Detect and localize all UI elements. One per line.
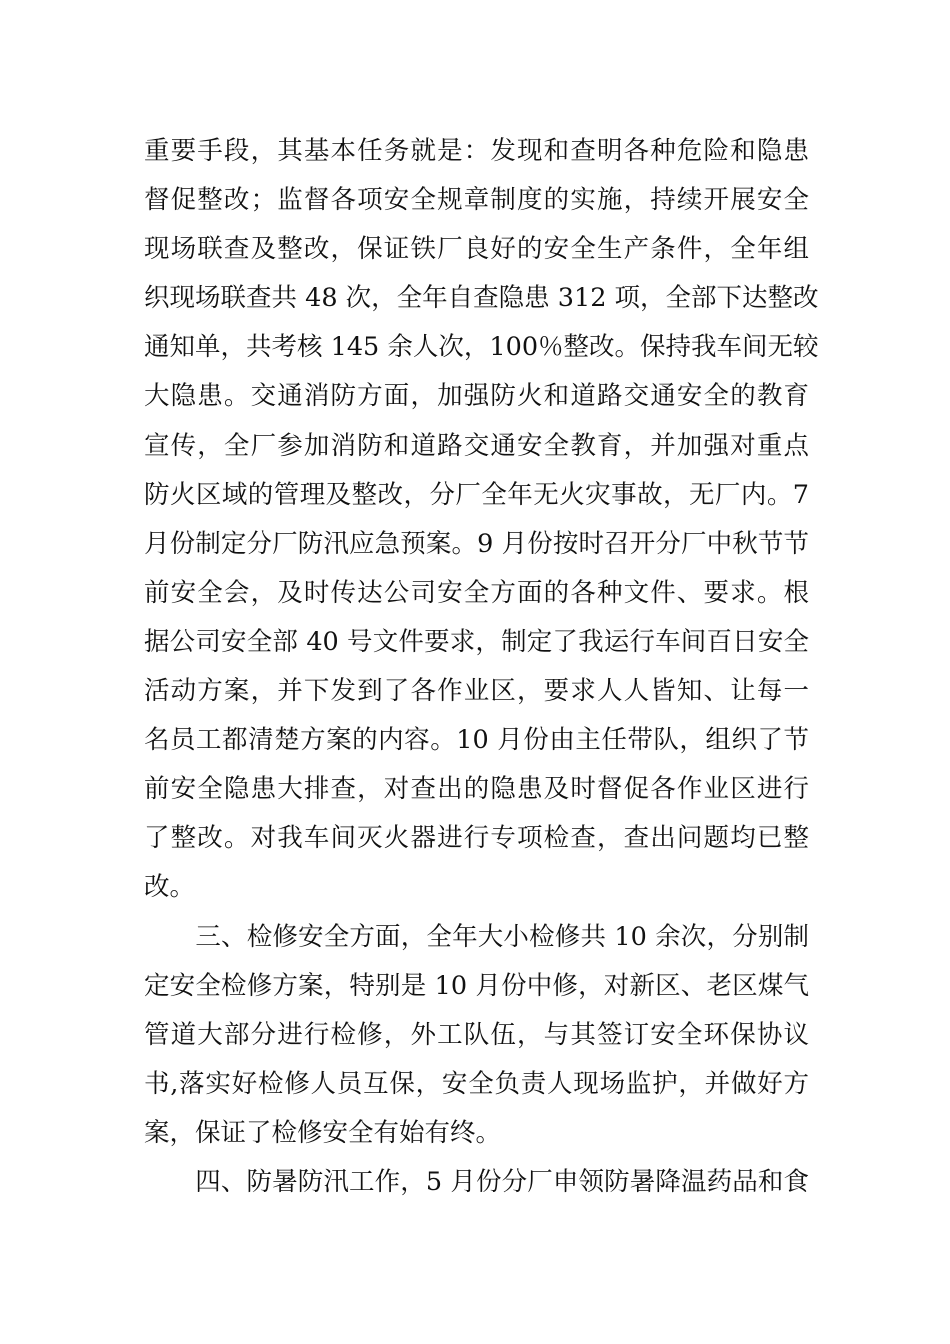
text-line: 管道大部分进行检修，外工队伍，与其签订安全环保协议 [144,1019,809,1050]
text-line: 重要手段，其基本任务就是：发现和查明各种危险和隐患 [144,136,809,166]
text-line: 前安全隐患大排查，对查出的隐患及时督促各作业区进行 [144,774,809,805]
text-line: 定安全检修方案，特别是 10 月份中修，对新区、老区煤气 [144,970,809,1001]
text-line: 织现场联查共 48 次，全年自查隐患 312 项，全部下达整改 [144,283,819,314]
text-line: 督促整改；监督各项安全规章制度的实施，持续开展安全 [144,185,809,216]
text-line: 改。 [144,872,196,903]
text-line: 书,落实好检修人员互保，安全负责人现场监护，并做好方 [144,1068,809,1099]
text-line: 大隐患。交通消防方面，加强防火和道路交通安全的教育 [144,381,809,412]
paragraph-maintenance-safety [144,913,809,1158]
paragraph-heat-flood-prevention [144,1158,809,1207]
text-line: 通知单，共考核 145 余人次，100％整改。保持我车间无较 [144,332,819,363]
text-line: 据公司安全部 40 号文件要求，制定了我运行车间百日安全 [144,626,809,657]
text-line: 月份制定分厂防汛应急预案。9 月份按时召开分厂中秋节节 [144,528,809,559]
body-text [144,127,819,1207]
text-line: 四、防暑防汛工作，5 月份分厂申领防暑降温药品和食 [144,1166,809,1197]
text-line: 前安全会，及时传达公司安全方面的各种文件、要求。根 [144,577,809,608]
text-line: 名员工都清楚方案的内容。10 月份由主任带队，组织了节 [144,725,809,756]
text-line: 宣传，全厂参加消防和道路交通安全教育，并加强对重点 [144,430,809,461]
text-line: 案，保证了检修安全有始有终。 [144,1117,502,1148]
text-line: 现场联查及整改，保证铁厂良好的安全生产条件，全年组 [144,234,809,265]
paragraph-safety-inspection [144,127,819,913]
text-line: 三、检修安全方面，全年大小检修共 10 余次，分别制 [144,921,809,952]
text-line: 防火区域的管理及整改，分厂全年无火灾事故，无厂内。7 [144,479,809,510]
text-line: 了整改。对我车间灭火器进行专项检查，查出问题均已整 [144,823,809,854]
text-line: 活动方案，并下发到了各作业区，要求人人皆知、让每一 [144,676,809,707]
